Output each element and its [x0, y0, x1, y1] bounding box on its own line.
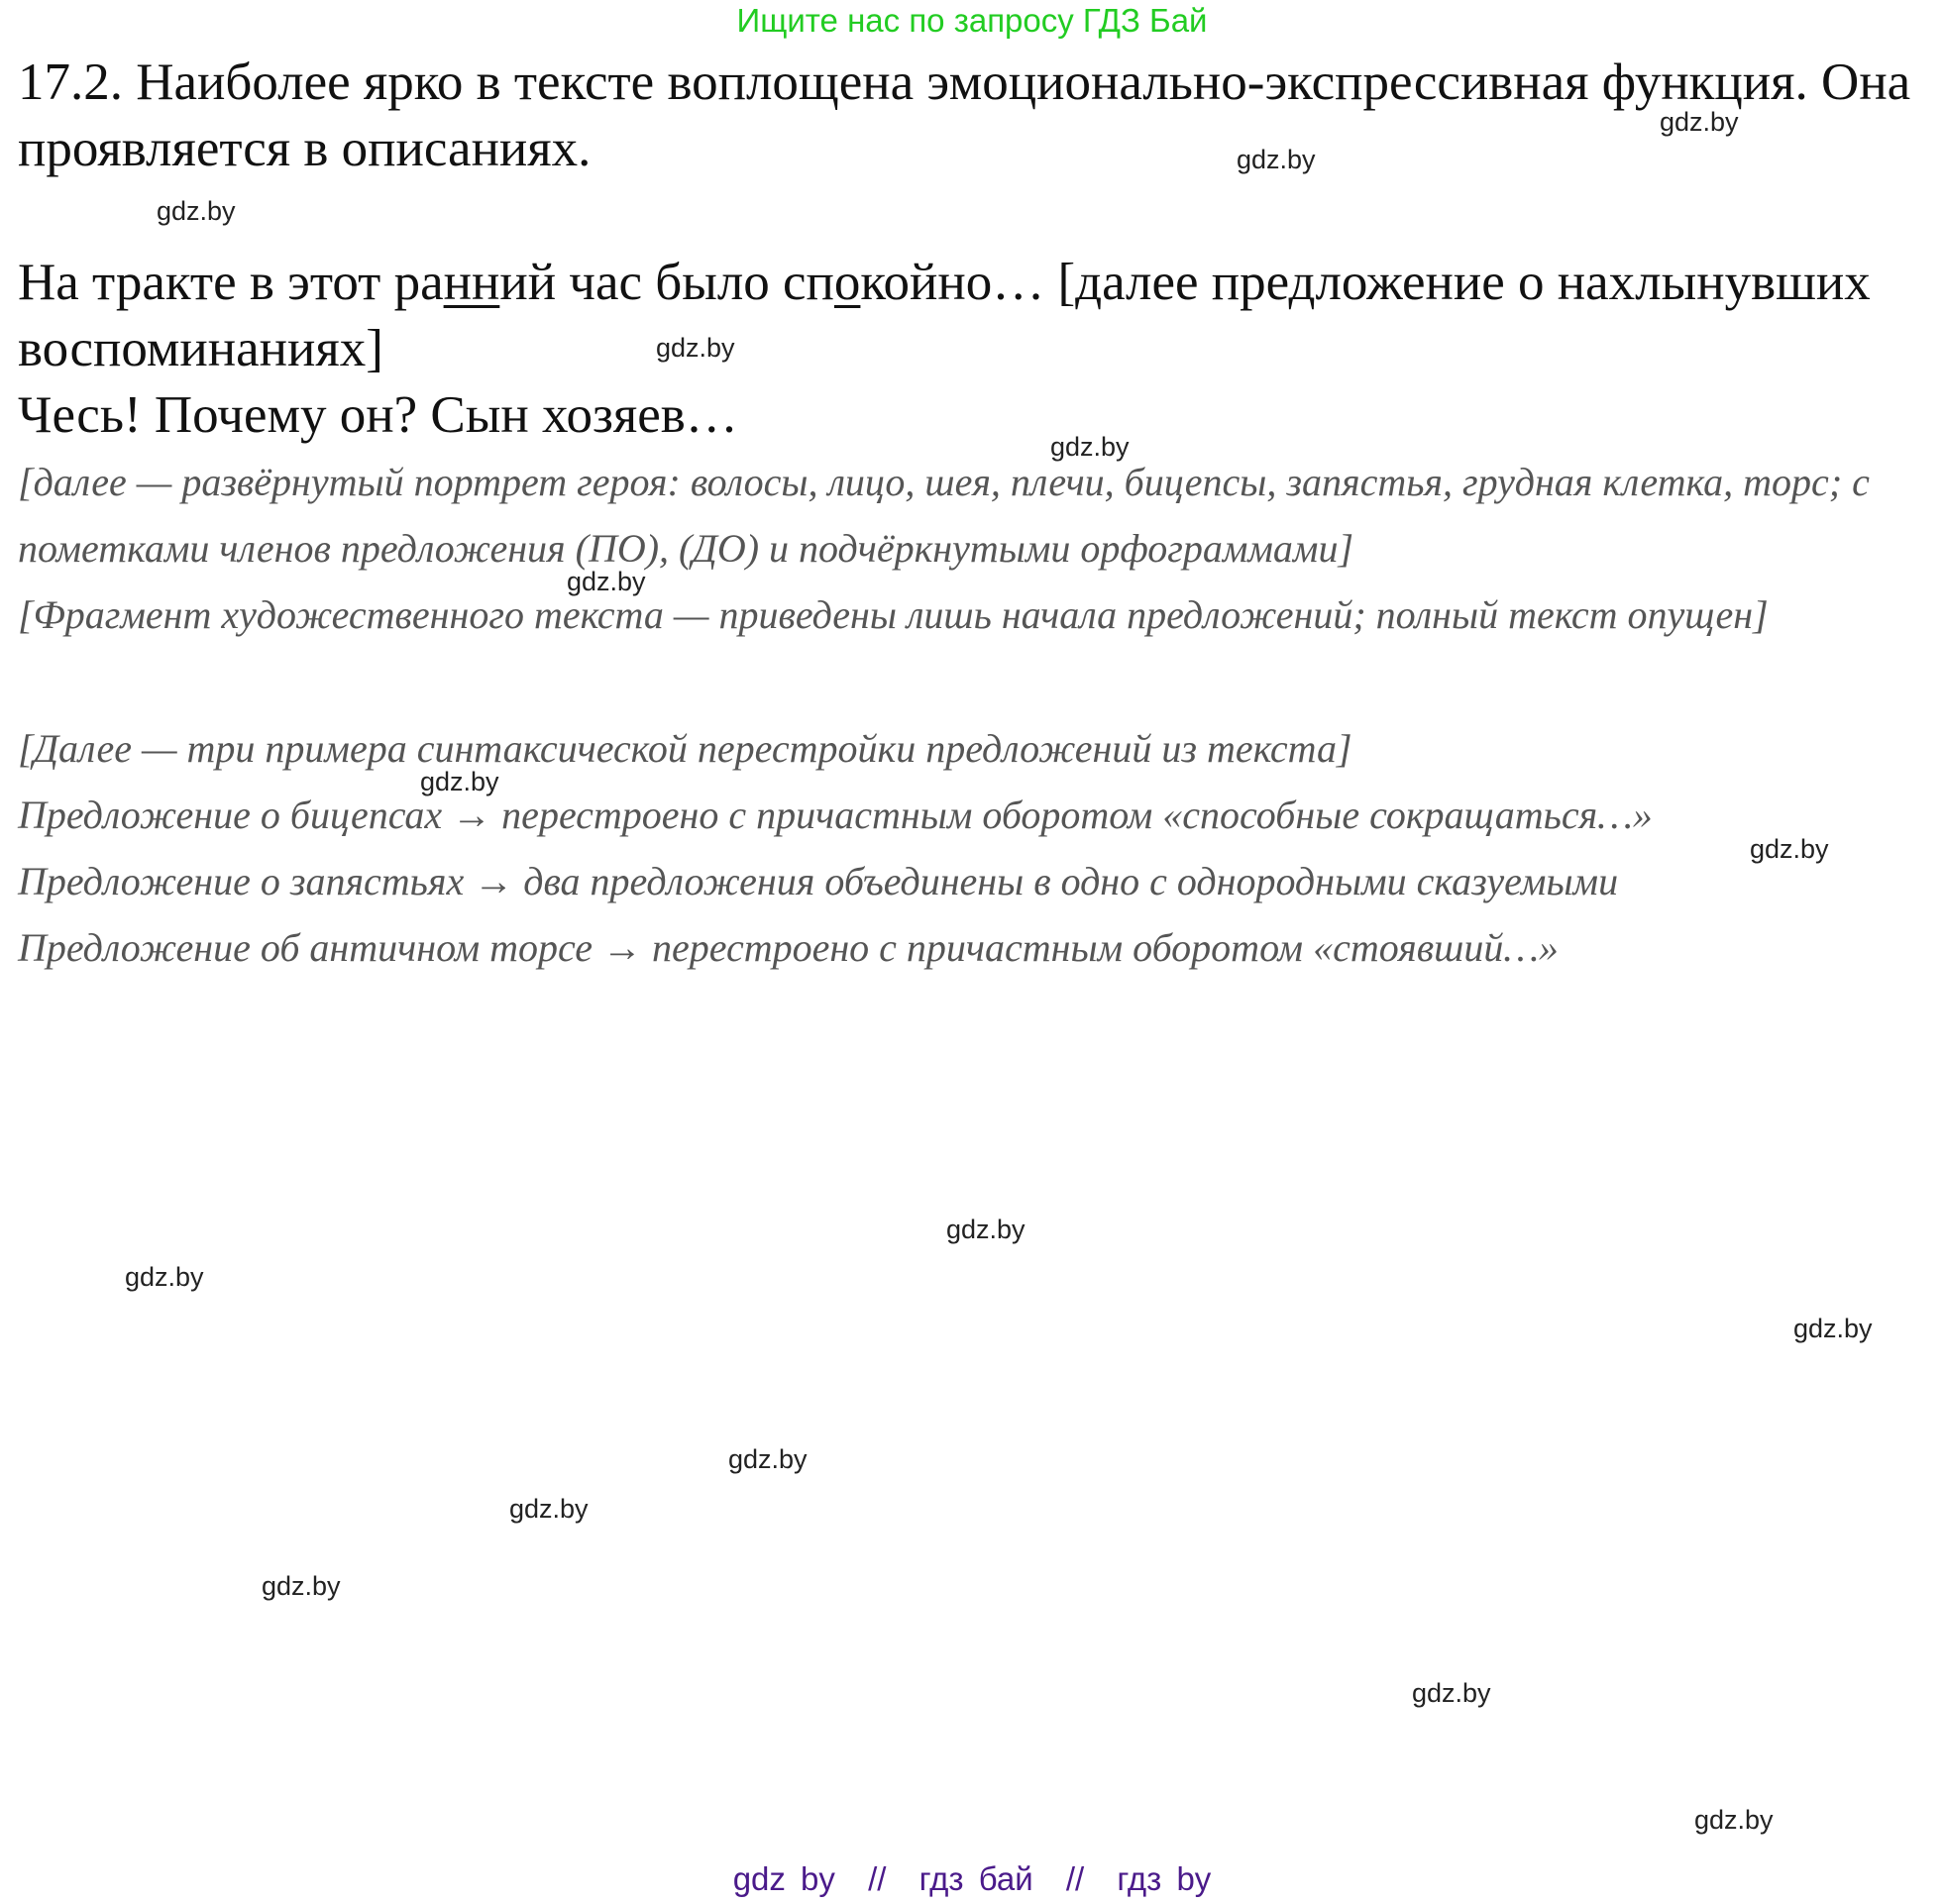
watermark: gdz.by — [125, 1262, 204, 1292]
transformation-item: Предложение о запястьях → два предложения объединены в одно с однородными сказуемыми — [18, 859, 1619, 903]
footer-links — [0, 1860, 1944, 1898]
transformation-item: Предложение о бицепсах → перестроено с причастным оборотом «способные сокращаться…» — [18, 793, 1653, 837]
watermark: gdz.by — [157, 196, 236, 226]
watermark: gdz.by — [1694, 1805, 1774, 1835]
omission-note: [Фрагмент художественного текста — приведены лишь начала предложений; полный текст опущен] — [18, 592, 1769, 637]
watermark: gdz.by — [262, 1571, 341, 1601]
footer-link-gdz-by-cyr[interactable]: гдз by — [1117, 1860, 1212, 1897]
spelling-mark: нн — [443, 254, 500, 311]
transformations-intro: [Далее — три примера синтаксической перестройки предложений из текста] — [18, 726, 1352, 771]
watermark: gdz.by — [728, 1444, 808, 1474]
watermark: gdz.by — [420, 767, 499, 796]
answer-body — [18, 50, 1930, 981]
passage-excerpt — [18, 250, 1930, 382]
footer-link-gdz-bai[interactable]: гдз бай — [918, 1860, 1033, 1897]
watermark: gdz.by — [1237, 145, 1316, 174]
watermark: gdz.by — [1050, 432, 1130, 462]
watermark: gdz.by — [1412, 1678, 1491, 1708]
transformation-item: Предложение об античном торсе → перестроено с причастным оборотом «стоявший…» — [18, 925, 1559, 970]
passage-text: Чесь! Почему он? Сын хозяев… — [18, 386, 738, 444]
passage-text: ий час было сп — [499, 254, 834, 311]
watermark: gdz.by — [509, 1494, 589, 1524]
portrait-excerpt — [18, 382, 1930, 449]
answer-intro — [18, 50, 1930, 182]
watermark: gdz.by — [656, 333, 735, 363]
passage-text: На тракте в этот ра — [18, 254, 444, 311]
spelling-mark: о — [833, 254, 861, 311]
watermark: gdz.by — [567, 567, 646, 596]
passage-text: койно… [далее предложение о нахлынувших воспоминаниях] — [18, 254, 1871, 377]
header-banner: Ищите нас по запросу ГДЗ Бай — [736, 2, 1208, 39]
answer-intro-text: Наиболее ярко в тексте воплощена эмоционально-экспрессивная функция. Она проявляется в описаниях. — [18, 53, 1911, 177]
answer-number: 17.2. — [18, 53, 123, 111]
watermark: gdz.by — [1750, 834, 1829, 864]
watermark: gdz.by — [1793, 1314, 1873, 1343]
portrait-summary: [далее — развёрнутый портрет героя: волосы, лицо, шея, плечи, бицепсы, запястья, грудная клетка, торс; с пометками членов предложения (ПО), (ДО) и подчёркнутыми орфограммами] — [18, 460, 1870, 571]
footer-separator: // — [1065, 1860, 1085, 1897]
watermark: gdz.by — [1660, 107, 1739, 137]
footer-link-gdz-by[interactable]: gdz by — [732, 1860, 835, 1897]
watermark: gdz.by — [946, 1215, 1026, 1244]
footer-separator: // — [868, 1860, 887, 1897]
